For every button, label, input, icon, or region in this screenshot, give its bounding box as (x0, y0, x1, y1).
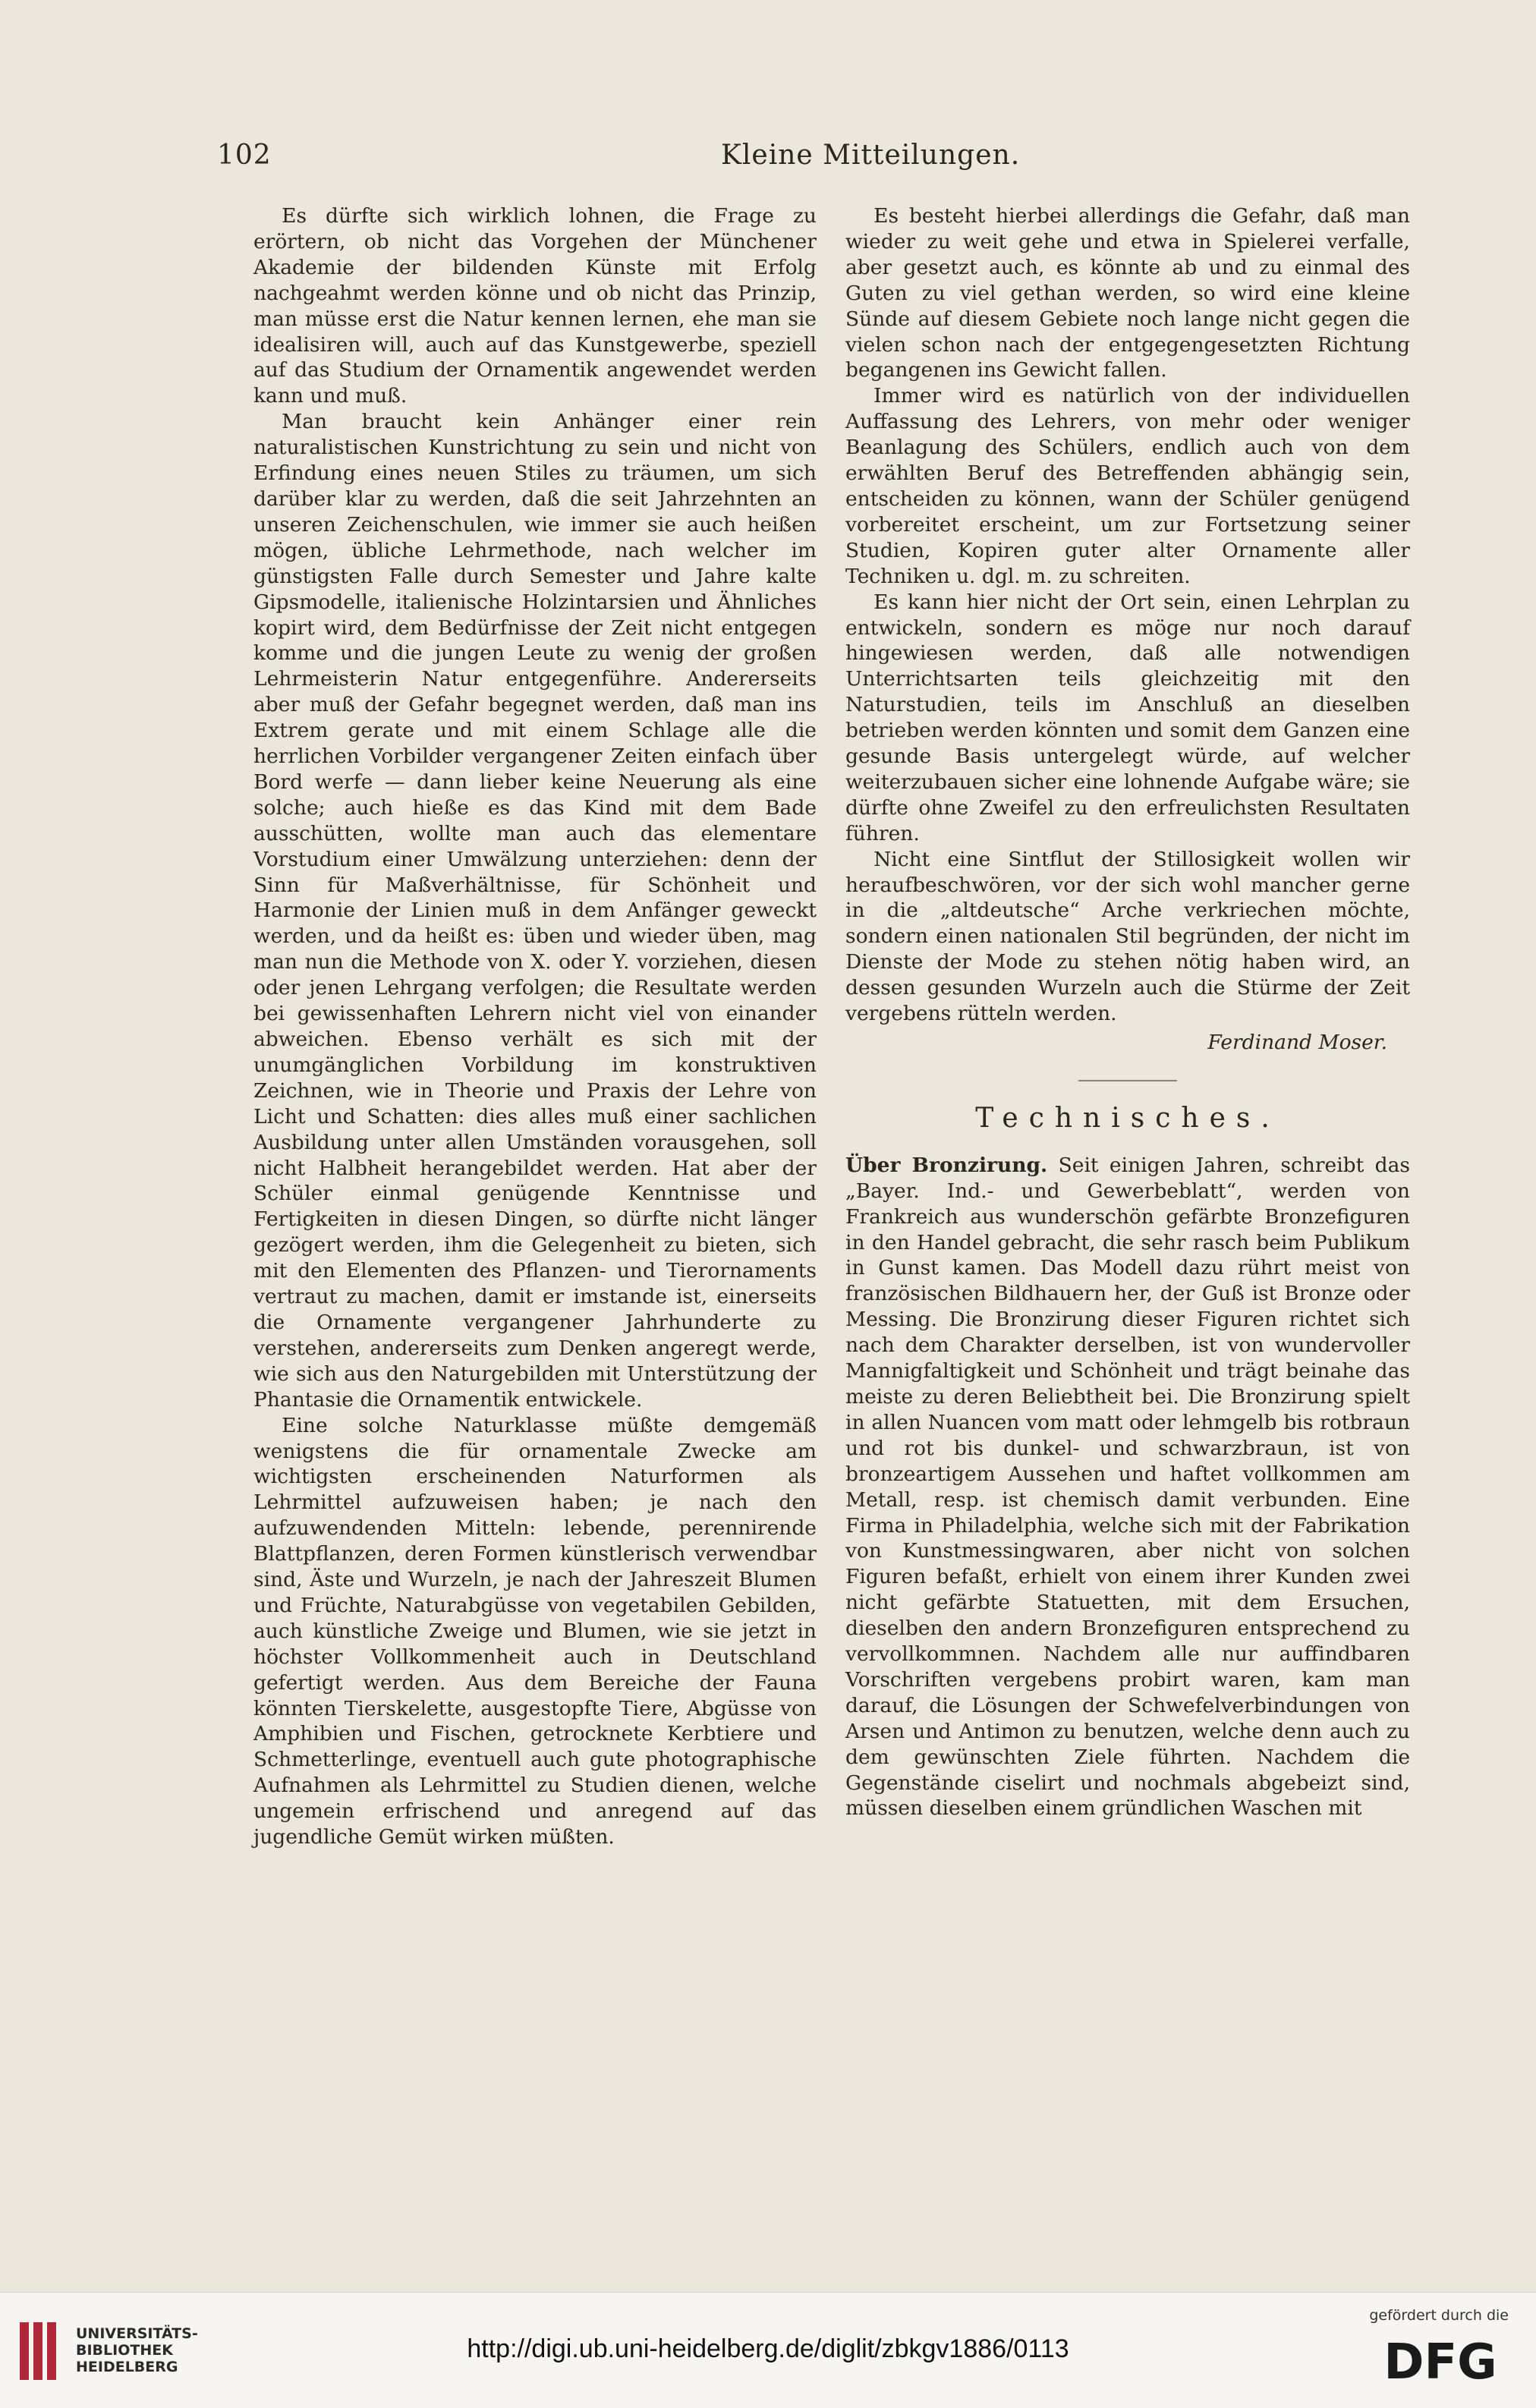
paragraph: Eine solche Naturklasse müßte demgemäß wenigstens die für ornamentale Zwecke am wichtigsten erscheinenden Naturformen als Lehrmittel aufzuweisen haben; je nach den aufzuwendenden Mitteln: lebende, perennirende Blattpflanzen, deren Formen künstlerisch verwendbar sind, Äste und Wurzeln, je nach der Jahreszeit Blumen und Früchte, Naturabgüsse von vegetabilen Gebilden, auch künstliche Zweige und Blumen, wie sie jetzt in höchster Vollkommenheit auch in Deutschland gefertigt werden. Aus dem Bereiche der Fauna könnten Tierskelette, ausgestopfte Tiere, Abgüsse von Amphibien und Fischen, getrocknete Kerbtiere und Schmetterlinge, eventuell auch gute photographische Aufnahmen als Lehrmittel zu Studien dienen, welche ungemein erfrischend und anregend auf das jugendliche Gemüt wirken müßten. (253, 1413, 817, 1849)
paragraph: Es dürfte sich wirklich lohnen, die Frage zu erörtern, ob nicht das Vorgehen der Münchener Akademie der bildenden Künste mit Erfolg nachgeahmt werden könne und ob nicht das Prinzip, man müsse erst die Natur kennen lernen, ehe man sie idealisiren will, auch auf das Kunstgewerbe, speziell auf das Studium der Ornamentik angewendet werden kann und muß. (253, 204, 817, 408)
dfg-logo-icon (1372, 2334, 1509, 2388)
institution-line: BIBLIOTHEK (76, 2342, 173, 2359)
paragraph: Es kann hier nicht der Ort sein, einen Lehrplan zu entwickeln, sondern es möge nur noch darauf hingewiesen werden, daß alle notwendigen Unterrichtsarten teils gleichzeitig mit den Naturstudien, teils im Anschluß an dieselben betrieben werden könnten und somit dem Ganzen eine gesunde Basis untergelegt würde, auf welcher weiterzubauen sicher eine lohnende Aufgabe wäre; sie dürfte ohne Zweifel zu den erfreulichsten Resultaten führen. (845, 590, 1410, 845)
paragraph: Man braucht kein Anhänger einer rein naturalistischen Kunstrichtung zu sein und nicht von Erfindung eines neuen Stiles zu träumen, um sich darüber klar zu werden, daß die seit Jahrzehnten an unseren Zeichenschulen, wie immer sie auch heißen mögen, übliche Lehrmethode, nach welcher im günstigsten Falle durch Semester und Jahre kalte Gipsmodelle, italienische Holzintarsien und Ähnliches kopirt wird, dem Bedürfnisse der Zeit nicht entgegen komme und die jungen Leute zu wenig der großen Lehrmeisterin Natur entgegenführe. Andererseits aber muß der Gefahr begegnet werden, daß man ins Extrem gerate und mit einem Schlage alle die herrlichen Vorbilder vergangener Zeiten einfach über Bord werfe — dann lieber keine Neuerung als eine solche; auch hieße es das Kind mit dem Bade ausschütten, wollte man auch das elementare Vorstudium einer Umwälzung unterziehen: denn der Sinn für Maßverhältnisse, für Schönheit und Harmonie der Linien muß in dem Anfänger geweckt werden, und da heißt es: üben und wieder üben, mag man nun die Methode von X. oder Y. vorziehen, diesen oder jenen Lehrgang verfolgen; die Resultate werden bei gewissenhaften Lehrern nicht viel von einander abweichen. Ebenso verhält es sich mit der unumgänglichen Vorbildung im konstruktiven Zeichnen, wie in Theorie und Praxis der Lehre von Licht und Schatten: dies alles muß einer sachlichen Ausbildung unter allen Umständen vorausgehen, soll nicht Halbheit herangebildet werden. Hat aber der Schüler einmal genügende Kenntnisse und Fertigkeiten in diesen Dingen, so dürfte nicht länger gezögert werden, ihm die Gelegenheit zu bieten, sich mit den Elementen des Pflanzen- und Tierornaments vertraut zu machen, damit er imstande ist, einerseits die Ornamente vergangener Jahrhunderte zu verstehen, andererseits zum Denken angeregt werde, wie sich aus den Naturgebilden mit Unterstützung der Phantasie die Ornamentik entwickele. (253, 410, 817, 1412)
institution-line: HEIDELBERG (76, 2359, 178, 2375)
article-body: Seit einigen Jahren, schreibt das „Bayer. Ind.- und Gewerbeblatt“, werden von Frankreich aus wunderschön gefärbte Bronzefiguren in den Handel gebracht, die sehr rasch beim Publikum in Gunst kamen. Das Modell dazu rührt meist von französischen Bildhauern her, der Guß ist Bronze oder Messing. Die Bronzirung dieser Figuren richtet sich nach dem Charakter derselben, ist von wundervoller Mannigfaltigkeit und Schönheit und trägt beinahe das meiste zu deren Beliebtheit bei. Die Bronzirung spielt in allen Nuancen vom matt oder lehmgelb bis rotbraun und rot bis dunkel- und schwarzbraun, ist von bronzeartigem Aussehen und haftet vollkommen am Metall, resp. ist chemisch damit verbunden. Eine Firma in Philadelphia, welche sich mit der Fabrikation von Kunstmessingwaren, aber nicht von solchen Figuren befaßt, erhielt von einem ihrer Kunden zwei nicht gefärbte Statuetten, mit dem Ersuchen, dieselben den andern Bronzefiguren entsprechend zu vervollkommnen. Nachdem alle nur auffindbaren Vorschriften vergebens probirt waren, kam man darauf, die Lösungen der Schwefelverbindungen von Arsen und Antimon zu benutzen, welche denn auch zu dem gewünschten Ziele führten. Nachdem die Gegenstände ciselirt und nochmals abgebeizt sind, müssen dieselben einem gründlichen Waschen mit (845, 1153, 1410, 1821)
author-signature: Ferdinand Moser. (1207, 1031, 1387, 1054)
digital-copy-url-link[interactable]: http://digi.ub.uni-heidelberg.de/diglit/zbkgv1886/0113 (467, 2334, 1069, 2363)
dfg-logo-text: DFG (1383, 2334, 1497, 2388)
paragraph: Nicht eine Sintflut der Stillosigkeit wollen wir heraufbeschwören, vor der sich wohl mancher gerne in die „altdeutsche“ Arche verkriechen möchte, sondern einen nationalen Stil begründen, der nicht im Dienste der Mode zu stehen nötig haben wird, an dessen gesunden Wurzeln auch die Stürme der Zeit vergebens rütteln werden. (845, 847, 1410, 1026)
running-title: Kleine Mitteilungen. (721, 140, 1021, 171)
sponsor-note: gefördert durch die (1369, 2307, 1509, 2324)
page-number: 102 (217, 140, 272, 171)
section-divider (1078, 1080, 1177, 1081)
section-heading: Technisches. (975, 1102, 1280, 1134)
paragraph: Immer wird es natürlich von der individuellen Auffassung des Lehrers, von mehr oder weniger Beanlagung des Schülers, endlich auch von dem erwählten Beruf des Betreffenden abhängig sein, entscheiden zu können, wann der Schüler genügend vorbereitet erscheint, um zur Fortsetzung seiner Studien, Kopiren guter alter Ornamente aller Techniken u. dgl. m. zu schreiten. (845, 384, 1410, 588)
paragraph: Es besteht hierbei allerdings die Gefahr, daß man wieder zu weit gehe und etwa in Spielerei verfalle, aber gesetzt auch, es könnte ab und zu einmal des Guten zu viel gethan werden, so wird eine kleine Sünde auf diesem Gebiete noch lange nicht gegen die vielen schon nach der entgegengesetzten Richtung begangenen ins Gewicht fallen. (845, 204, 1410, 382)
article-lead: Über Bronzirung. (845, 1153, 1048, 1177)
article-paragraph (845, 1153, 1410, 1822)
institution-line: UNIVERSITÄTS- (76, 2325, 198, 2342)
right-column (845, 203, 1410, 1821)
left-column (253, 203, 817, 1850)
